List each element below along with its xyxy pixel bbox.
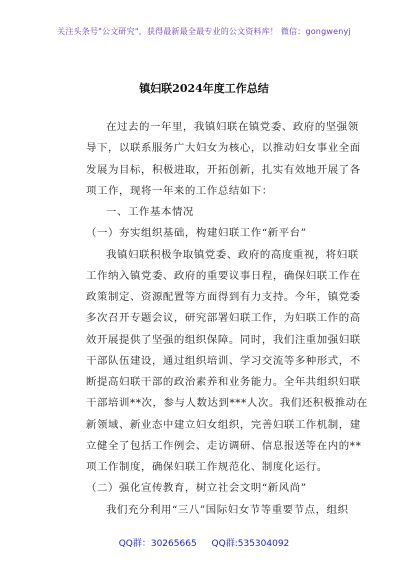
document-title: 镇妇联2024年度工作总结 [139,82,269,95]
subsection-heading: （一）夯实组织基础，构建妇联工作“新平台” [86,227,307,240]
footer-qq-group-1: QQ群：30265665 [118,539,197,549]
paragraph-line: 效开展提供了坚强的组织保障。同时，我们注重加强妇联 [86,333,361,346]
paragraph-line: 工作纳入镇党委、政府的重要议事日程，确保妇联工作在 [86,269,361,282]
paragraph-line: 多次召开专题会议，研究部署妇联工作，为妇联工作的高 [86,312,361,325]
paragraph-line: 干部培训**次，参与人数达到***人次。我们还积极推动在 [86,397,368,410]
paragraph-line: 导下，以联系服务广大妇女为核心，以推动妇女事业全面 [86,142,361,155]
paragraph-line: 项工作制度，确保妇联工作规范化、制度化运行。 [86,461,328,473]
paragraph-line: 发展为目标，积极进取，开拓创新，扎实有效地开展了各 [86,163,361,176]
paragraph-line: 立健全了包括工作例会、走访调研、信息报送等在内的** [86,439,362,452]
paragraph-line: 新领域、新业态中建立妇女组织，完善妇联工作机制，建 [86,418,361,431]
document-body [86,117,368,521]
paragraph-line: 项工作，现将一年来的工作总结如下： [86,184,273,197]
paragraph-line: 我们充分利用“三八”国际妇女节等重要节点，组织 [106,503,349,516]
paragraph-line: 在过去的一年里，我镇妇联在镇党委、政府的坚强领 [106,121,359,133]
footer-qq-group-2: QQ群:535304092 [211,539,290,549]
subsection-heading: （二）强化宣传教育，树立社会文明“新风尚” [86,482,307,495]
footer-contact [0,536,408,549]
paragraph-line: 干部队伍建设，通过组织培训、学习交流等多种形式，不 [86,354,361,367]
top-banner: 关注头条号"公文研究"，获得最新最全最专业的公文资料库！ 微信：gongwenyj [57,27,351,36]
section-heading: 一、工作基本情况 [106,206,194,218]
paragraph-line: 政策制定、资源配置等方面得到有力支持。今年，镇党委 [86,291,361,303]
paragraph-line: 我镇妇联积极争取镇党委、政府的高度重视，将妇联 [106,248,359,261]
paragraph-line: 断提高妇联干部的政治素养和业务能力。全年共组织妇联 [86,376,361,388]
